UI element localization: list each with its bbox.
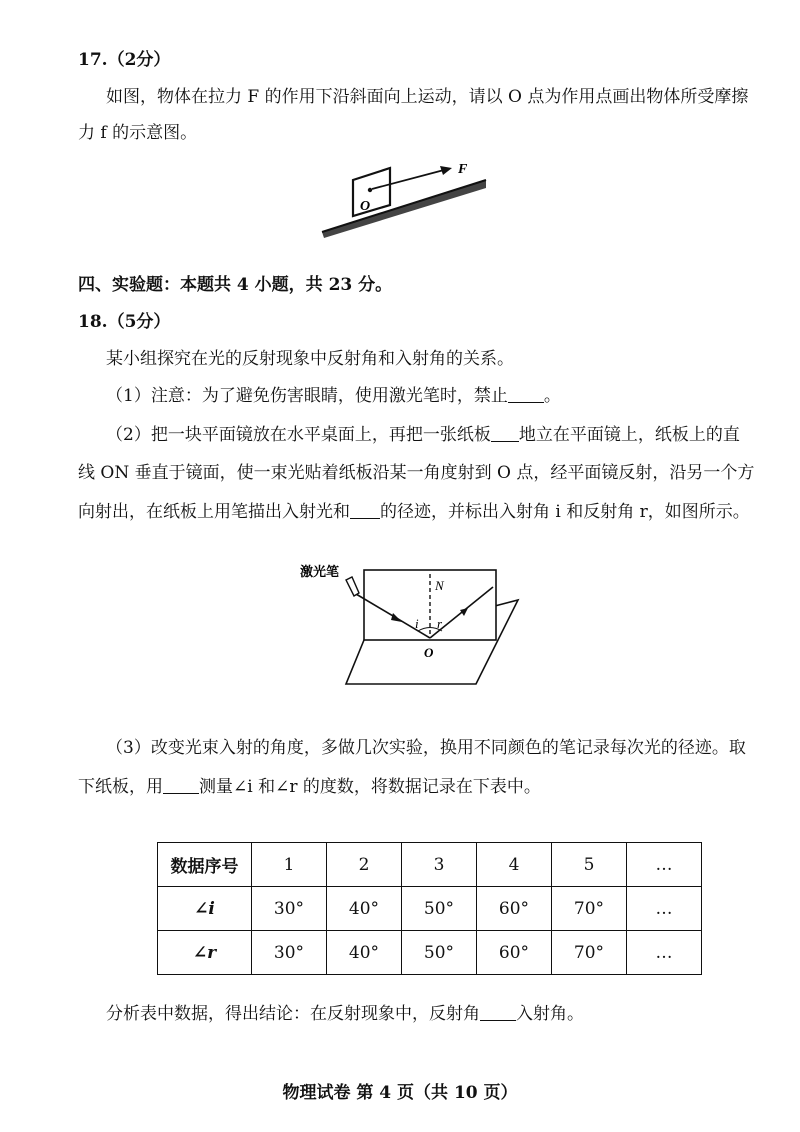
blank-3 xyxy=(350,500,380,519)
table-cell: 30° xyxy=(252,931,327,975)
table-cell: 60° xyxy=(477,887,552,931)
table-cell: 50° xyxy=(402,931,477,975)
section-4-title: 四、实验题：本题共 4 小题，共 23 分。 xyxy=(78,275,393,295)
label-n: N xyxy=(435,578,444,593)
q18-number: 18.（5分） xyxy=(78,312,171,332)
q18-conclusion: 分析表中数据，得出结论：在反射现象中，反射角 入射角。 xyxy=(106,1004,584,1024)
table-cell: … xyxy=(627,931,702,975)
q17-text-line2: 力 f 的示意图。 xyxy=(78,123,198,143)
table-row-i xyxy=(158,887,702,931)
table-cell: 40° xyxy=(327,931,402,975)
q18-reflection-figure xyxy=(300,560,525,690)
table-cell: 1 xyxy=(252,843,327,887)
q18-part3-line2: 下纸板，用 测量∠i 和∠r 的度数，将数据记录在下表中。 xyxy=(78,777,541,797)
q18-intro: 某小组探究在光的反射现象中反射角和入射角的关系。 xyxy=(106,349,514,369)
table-cell: 5 xyxy=(552,843,627,887)
table-cell: … xyxy=(627,887,702,931)
data-table xyxy=(157,842,702,975)
laser-label: 激光笔 xyxy=(300,565,340,580)
label-r: r xyxy=(437,616,443,631)
table-cell: 2 xyxy=(327,843,402,887)
table-row-label: ∠i xyxy=(158,887,252,931)
q18-part3-line1: （3）改变光束入射的角度，多做几次实验，换用不同颜色的笔记录每次光的径迹。取 xyxy=(106,738,746,758)
q17-incline-figure xyxy=(310,158,500,238)
blank-4 xyxy=(163,775,199,794)
table-cell: 70° xyxy=(552,887,627,931)
point-o xyxy=(368,188,372,192)
table-header-label: 数据序号 xyxy=(158,843,252,887)
q17-number: 17.（2分） xyxy=(78,50,171,70)
page-footer: 物理试卷 第 4 页（共 10 页） xyxy=(282,1083,518,1103)
q17-text-line1: 如图，物体在拉力 F 的作用下沿斜面向上运动，请以 O 点为作用点画出物体所受摩擦 xyxy=(106,87,749,107)
table-cell: 50° xyxy=(402,887,477,931)
label-o: O xyxy=(424,645,434,660)
table-cell: 40° xyxy=(327,887,402,931)
table-cell: 60° xyxy=(477,931,552,975)
laser-pen xyxy=(346,577,359,596)
table-cell: 70° xyxy=(552,931,627,975)
blank-2 xyxy=(491,423,519,442)
q18-part2-line3: 向射出，在纸板上用笔描出入射光和 的径迹，并标出入射角 i 和反射角 r，如图所示。 xyxy=(78,502,750,522)
table-cell: 3 xyxy=(402,843,477,887)
blank-5 xyxy=(480,1002,516,1021)
table-row-r xyxy=(158,931,702,975)
table-cell: 4 xyxy=(477,843,552,887)
block xyxy=(353,168,390,216)
table-row-header xyxy=(158,843,702,887)
q18-part2-line2: 线 ON 垂直于镜面，使一束光贴着纸板沿某一角度射到 O 点，经平面镜反射，沿另一个方 xyxy=(78,463,755,483)
blank-1 xyxy=(508,384,544,403)
table-cell: 30° xyxy=(252,887,327,931)
q18-part1: （1）注意：为了避免伤害眼睛，使用激光笔时，禁止 。 xyxy=(106,386,561,406)
q18-part2-line1: （2）把一块平面镜放在水平桌面上，再把一张纸板 地立在平面镜上，纸板上的直 xyxy=(106,425,740,445)
label-f: F xyxy=(458,162,468,177)
label-o: O xyxy=(360,199,371,214)
table-row-label: ∠r xyxy=(158,931,252,975)
label-i: i xyxy=(415,616,419,631)
table-cell: … xyxy=(627,843,702,887)
